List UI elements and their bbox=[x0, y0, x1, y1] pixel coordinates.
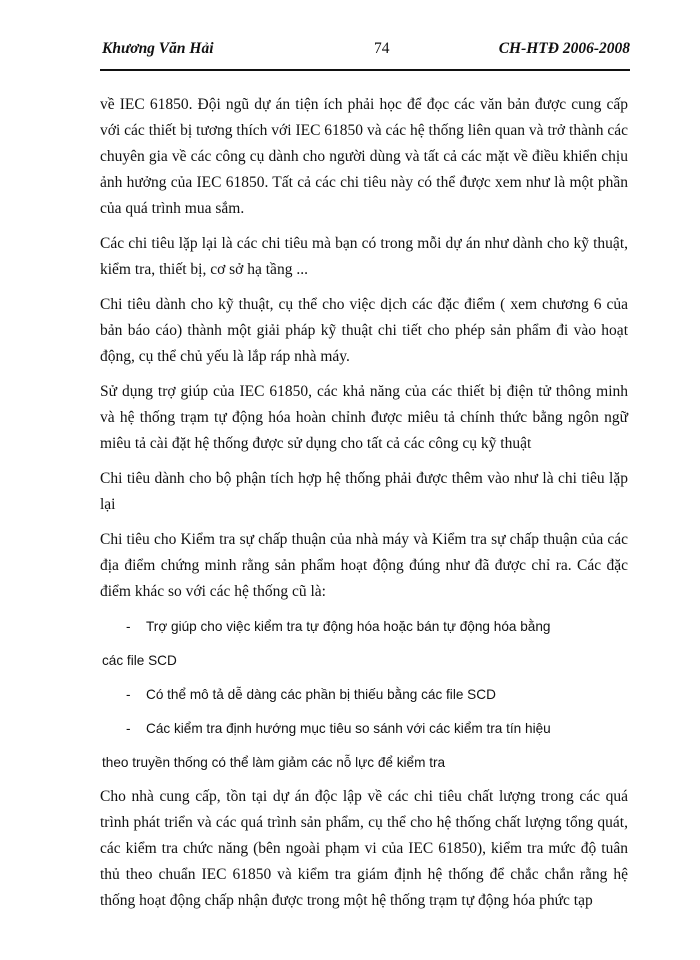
page-header bbox=[102, 40, 630, 64]
list-item bbox=[100, 716, 628, 742]
list-item-text: Trợ giúp cho việc kiểm tra tự động hóa hoặc bán tự động hóa bằng bbox=[146, 619, 551, 634]
list-item-continuation: theo truyền thống có thể làm giảm các nỗ lực để kiểm tra bbox=[102, 755, 446, 770]
list-item bbox=[100, 614, 628, 640]
page-body bbox=[100, 92, 628, 923]
paragraph-2: Các chi tiêu lặp lại là các chi tiêu mà bạn có trong mỗi dự án như dành cho kỹ thuật, kiểm tra, thiết bị, cơ sở hạ tầng ... bbox=[100, 235, 628, 278]
list-item bbox=[100, 682, 628, 708]
list-item-continuation: các file SCD bbox=[102, 653, 177, 668]
paragraph-6: Chi tiêu cho Kiểm tra sự chấp thuận của nhà máy và Kiểm tra sự chấp thuận của các địa điểm chứng minh rằng sản phẩm hoạt động đúng như đã được chỉ ra. Các đặc điểm khác so với các hệ thống cũ là: bbox=[100, 531, 628, 600]
paragraph-3: Chi tiêu dành cho kỹ thuật, cụ thể cho việc dịch các đặc điểm ( xem chương 6 của bản báo cáo) thành một giải pháp kỹ thuật chi tiết cho phép sản phẩm đi vào hoạt động, cụ thể chủ yếu là lắp ráp nhà máy. bbox=[100, 296, 628, 365]
header-course: CH-HTĐ 2006-2008 bbox=[498, 40, 630, 57]
header-page-number: 74 bbox=[374, 40, 390, 57]
header-author: Khương Văn Hải bbox=[102, 40, 214, 57]
list-item-text: Các kiểm tra định hướng mục tiêu so sánh với các kiểm tra tín hiệu bbox=[146, 721, 551, 736]
list-item-text: Có thể mô tả dễ dàng các phần bị thiếu bằng các file SCD bbox=[146, 687, 496, 702]
list-dash: - bbox=[126, 687, 131, 702]
paragraph-4: Sử dụng trợ giúp của IEC 61850, các khả năng của các thiết bị điện tử thông minh và hệ thống trạm tự động hóa hoàn chỉnh được miêu tả chính thức bằng ngôn ngữ miêu tả cài đặt hệ thống được sử dụng cho tất cả các công cụ kỹ thuật bbox=[100, 383, 628, 452]
list-dash: - bbox=[126, 721, 131, 736]
closing-paragraph: Cho nhà cung cấp, tồn tại dự án độc lập về các chi tiêu chất lượng trong các quá trình phát triển và các quá trình sản phẩm, cụ thể cho hệ thống chất lượng tổng quát, các kiểm tra chức năng (bên ngoài phạm vi của IEC 61850), kiểm tra mức độ tuân thủ theo chuẩn IEC 61850 và kiểm tra giám định hệ thống để chắc chắn rằng hệ thống hoạt động chấp nhận được trong một hệ thống trạm tự động hóa phức tạp bbox=[100, 788, 628, 909]
list-dash: - bbox=[126, 619, 131, 634]
paragraph-5: Chi tiêu dành cho bộ phận tích hợp hệ thống phải được thêm vào như là chi tiêu lặp lại bbox=[100, 470, 628, 513]
header-rule bbox=[100, 69, 630, 71]
paragraph-1: về IEC 61850. Đội ngũ dự án tiện ích phải học để đọc các văn bản được cung cấp với các thiết bị tương thích với IEC 61850 và các hệ thống liên quan và trở thành các chuyên gia về các công cụ dành cho người dùng và tất cả các mặt về điều khiển chịu ảnh hưởng của IEC 61850. Tất cả các chi tiêu này có thể được xem như là một phần của quá trình mua sắm. bbox=[100, 96, 628, 217]
